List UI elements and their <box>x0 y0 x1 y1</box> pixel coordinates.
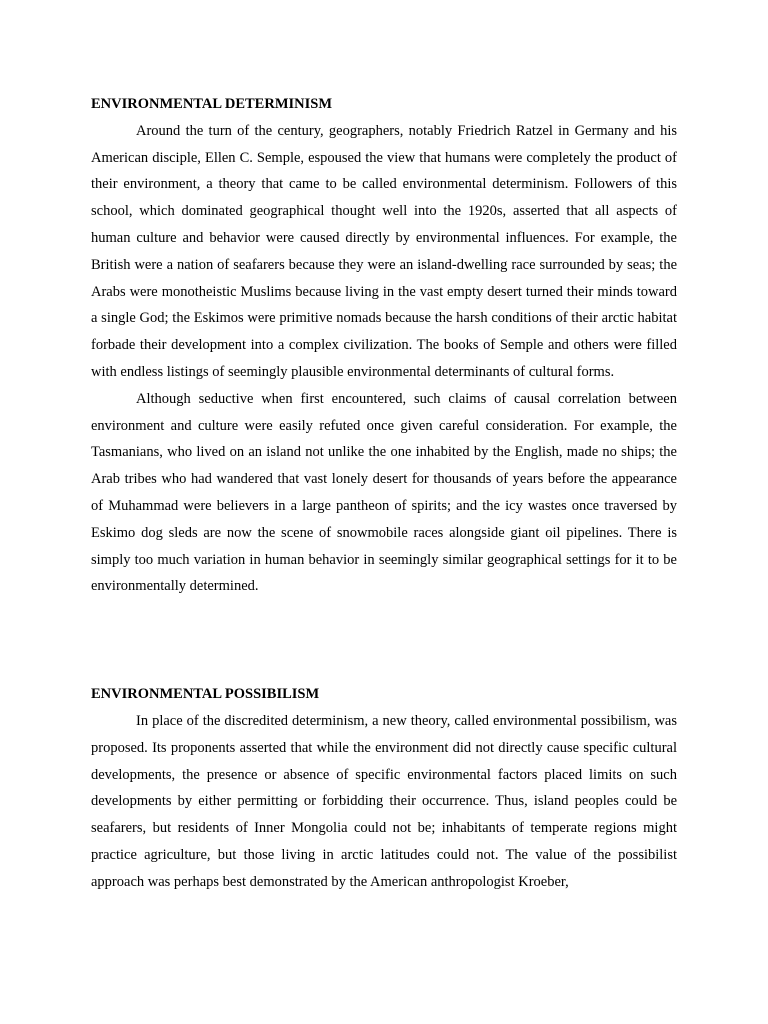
section-spacer <box>91 600 677 680</box>
section-heading: ENVIRONMENTAL POSSIBILISM <box>91 686 320 703</box>
section-environmental-determinism <box>91 90 677 600</box>
paragraph: Around the turn of the century, geographers, notably Friedrich Ratzel in Germany and his American disciple, Ellen C. Semple, espoused the view that humans were completely the product of their environment, a theory that came to be called environmental determinism. Followers of this school, which dominated geographical thought well into the 1920s, asserted that all aspects of human culture and behavior were caused directly by environmental influences. For example, the British were a nation of seafarers because they were an island-dwelling race surrounded by seas; the Arabs were monotheistic Muslims because living in the vast empty desert turned their minds toward a single God; the Eskimos were primitive nomads because the harsh conditions of their arctic habitat forbade their development into a complex civilization. The books of Semple and others were filled with endless listings of seemingly plausible environmental determinants of cultural forms. <box>91 122 677 380</box>
section-environmental-possibilism <box>91 680 677 895</box>
paragraph: In place of the discredited determinism, a new theory, called environmental possibilism, was proposed. Its proponents asserted that while the environment did not directly cause specific cultural developments, the presence or absence of specific environmental factors placed limits on such developments by either permitting or forbidding their occurrence. Thus, island peoples could be seafarers, but residents of Inner Mongolia could not be; inhabitants of temperate regions might practice agriculture, but those living in arctic latitudes could not. The value of the possibilist approach was perhaps best demonstrated by the American anthropologist Kroeber, <box>91 712 677 890</box>
document-page <box>91 90 677 896</box>
paragraph: Although seductive when first encountered, such claims of causal correlation between environment and culture were easily refuted once given careful consideration. For example, the Tasmanians, who lived on an island not unlike the one inhabited by the English, made no ships; the Arab tribes who had wandered that vast lonely desert for thousands of years before the appearance of Muhammad were believers in a large pantheon of spirits; and the icy wastes once traversed by Eskimo dog sleds are now the scene of snowmobile races alongside giant oil pipelines. There is simply too much variation in human behavior in seemingly similar geographical settings for it to be environmentally determined. <box>91 390 677 595</box>
section-heading: ENVIRONMENTAL DETERMINISM <box>91 96 333 112</box>
